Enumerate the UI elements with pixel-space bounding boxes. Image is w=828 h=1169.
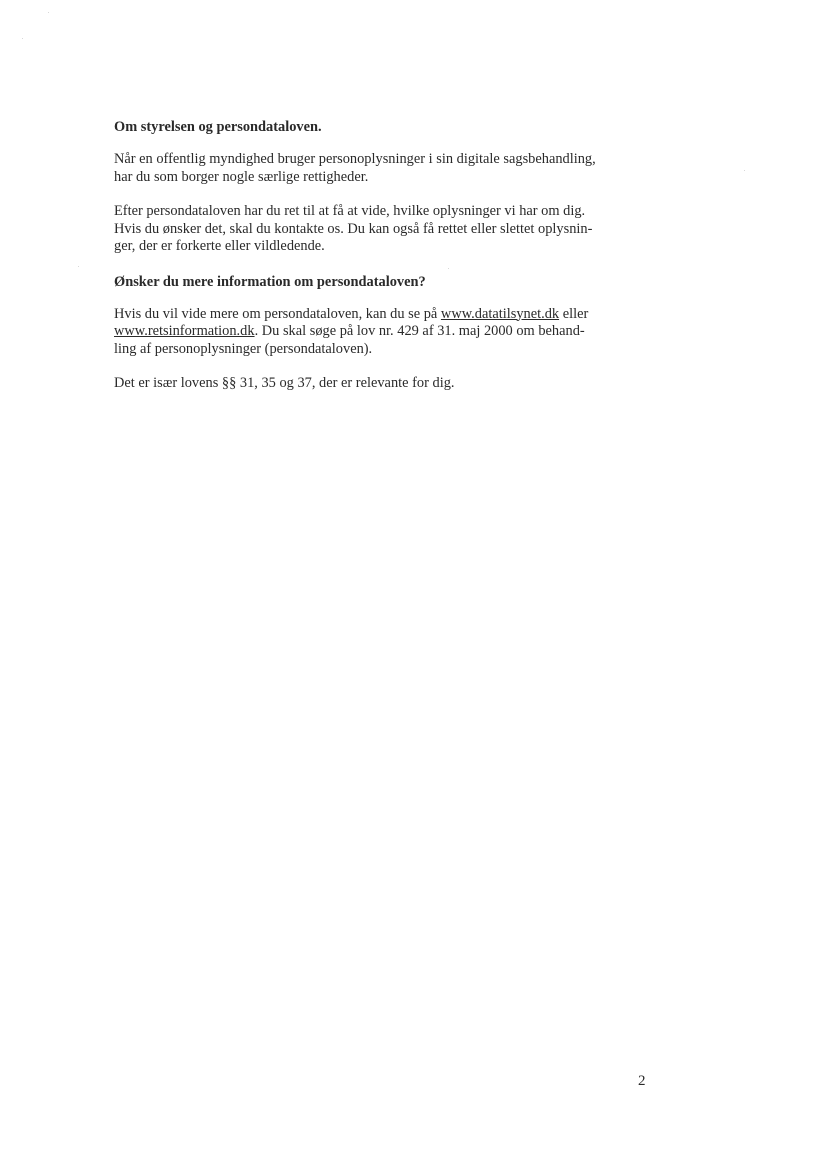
text-line: ling af personoplysninger (persondataloven). [114,340,373,357]
scan-speck [78,266,79,267]
page-number: 2 [638,1073,646,1089]
text-line: Efter persondataloven har du ret til at få at vide, hvilke oplysninger vi har om dig. [114,203,586,219]
document-body [114,118,614,410]
text-fragment: eller [559,305,589,322]
paragraph [114,306,614,359]
text-line: Hvis du ønsker det, skal du kontakte os. Du kan også få rettet eller slettet oplysnin- [114,220,593,237]
text-line: Når en offentlig myndighed bruger personoplysninger i sin digitale sagsbehandling, [114,151,596,167]
scan-speck [22,38,23,39]
text-fragment: . Du skal søge på lov nr. 429 af 31. maj 2000 om behand- [254,323,585,339]
scan-speck [48,12,49,13]
paragraph [114,203,614,256]
scan-speck [744,170,745,171]
text-line [114,323,614,341]
paragraph [114,151,614,186]
text-line: har du som borger nogle særlige rettigheder. [114,168,369,185]
paragraph [114,375,614,393]
datatilsynet-link[interactable]: www.datatilsynet.dk [440,305,560,322]
text-line: Det er især lovens §§ 31, 35 og 37, der er relevante for dig. [114,375,455,391]
section-heading: Om styrelsen og persondataloven. [114,119,322,135]
section-heading: Ønsker du mere information om persondataloven? [114,273,426,290]
retsinformation-link[interactable]: www.retsinformation.dk [114,323,255,339]
text-line: ger, der er forkerte eller vildledende. [114,238,325,254]
text-fragment: Hvis du vil vide mere om persondataloven, kan du se på [114,305,441,322]
text-line [114,306,614,324]
